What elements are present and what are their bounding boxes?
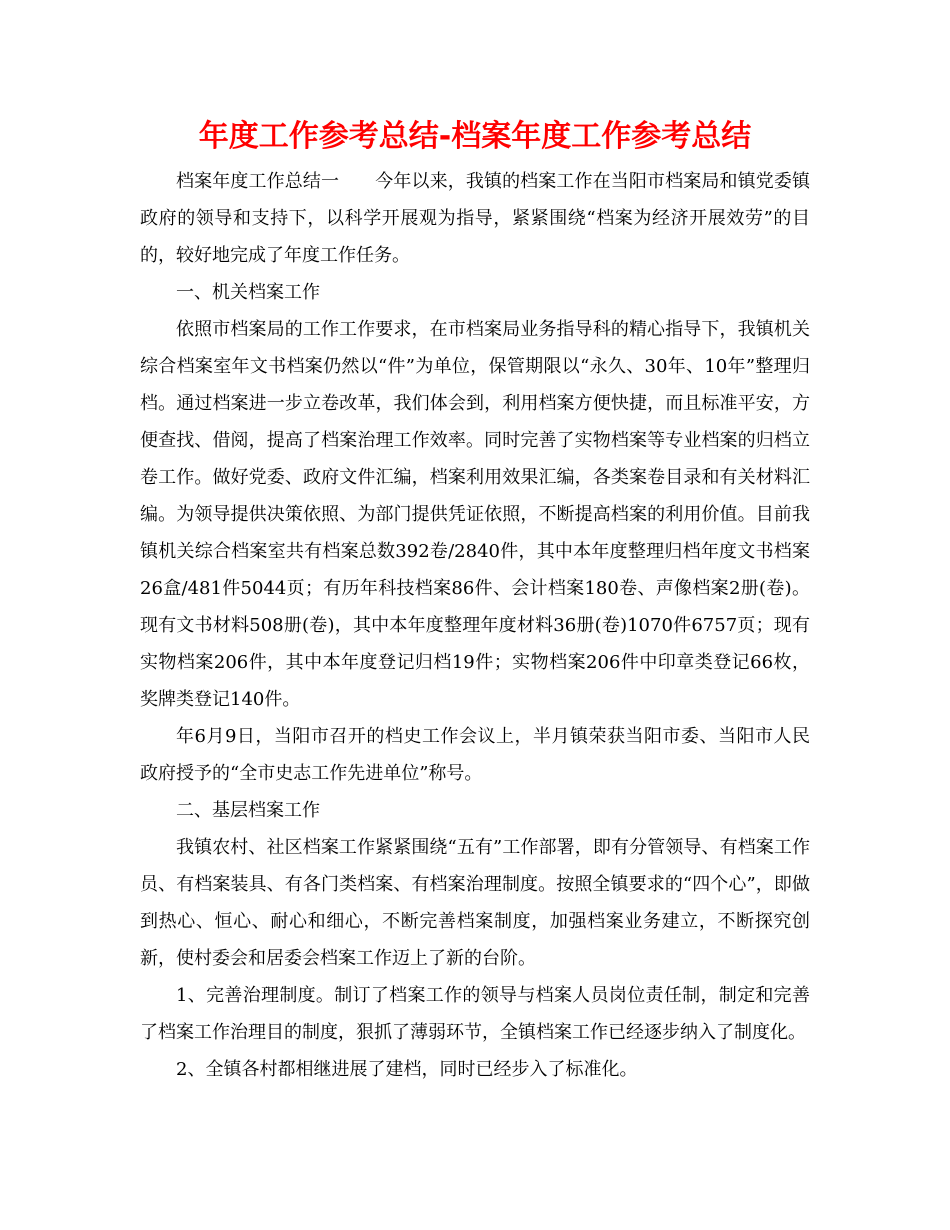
paragraph-agency-archives: 依照市档案局的工作工作要求，在市档案局业务指导科的精心指导下，我镇机关综合档案室年文书档案仍然以“件”为单位，保管期限以“永久、30年、10年”整理归档。通过档案进一步立卷改革，我们体会到，利用档案方便快捷，而且标准平安，方便查找、借阅，提高了档案治理工作效率。同时完善了实物档案等专业档案的归档立卷工作。做好党委、政府文件汇编，档案利用效果汇编，各类案卷目录和有关材料汇编。为领导提供决策依照、为部门提供凭证依照，不断提高档案的利用价值。目前我镇机关综合档案室共有档案总数392卷/2840件，其中本年度整理归档年度文书档案26盒/481件5044页；有历年科技档案86件、会计档案180卷、声像档案2册(卷)。现有文书材料508册(卷)，其中本年度整理年度材料36册(卷)1070件6757页；现有实物档案206件，其中本年度登记归档19件；实物档案206件中印章类登记66枚，奖牌类登记140件。: [140, 319, 810, 710]
paragraph-grassroots-archives: 我镇农村、社区档案工作紧紧围绕“五有”工作部署，即有分管领导、有档案工作员、有档案装具、有各门类档案、有档案治理制度。按照全镇要求的“四个心”，即做到热心、恒心、耐心和细心，不断完善档案制度，加强档案业务建立，不断探究创新，使村委会和居委会档案工作迈上了新的台阶。: [140, 837, 810, 969]
paragraph-lead: 档案年度工作总结一: [176, 171, 340, 192]
section-heading-2: 二、基层档案工作: [176, 800, 320, 821]
document-body: [140, 163, 810, 1088]
paragraph-item-1: 1、完善治理制度。制订了档案工作的领导与档案人员岗位责任制，制定和完善了档案工作治理目的制度，狠抓了薄弱环节，全镇档案工作已经逐步纳入了制度化。: [140, 985, 810, 1043]
document-title: 年度工作参考总结-档案年度工作参考总结: [198, 119, 752, 154]
section-heading-1: 一、机关档案工作: [176, 282, 320, 303]
paragraph-text: 今年以来，我镇的档案工作在当阳市档案局和镇党委镇政府的领导和支持下，以科学开展观为指导，紧紧围绕“档案为经济开展效劳”的目的，较好地完成了年度工作任务。: [140, 171, 811, 266]
paragraph-intro: [140, 163, 810, 274]
paragraph-item-2: 2、全镇各村都相继进展了建档，同时已经步入了标准化。: [176, 1059, 638, 1080]
paragraph-award: 年6月9日，当阳市召开的档史工作会议上，半月镇荣获当阳市委、当阳市人民政府授予的“全市史志工作先进单位”称号。: [140, 726, 810, 784]
